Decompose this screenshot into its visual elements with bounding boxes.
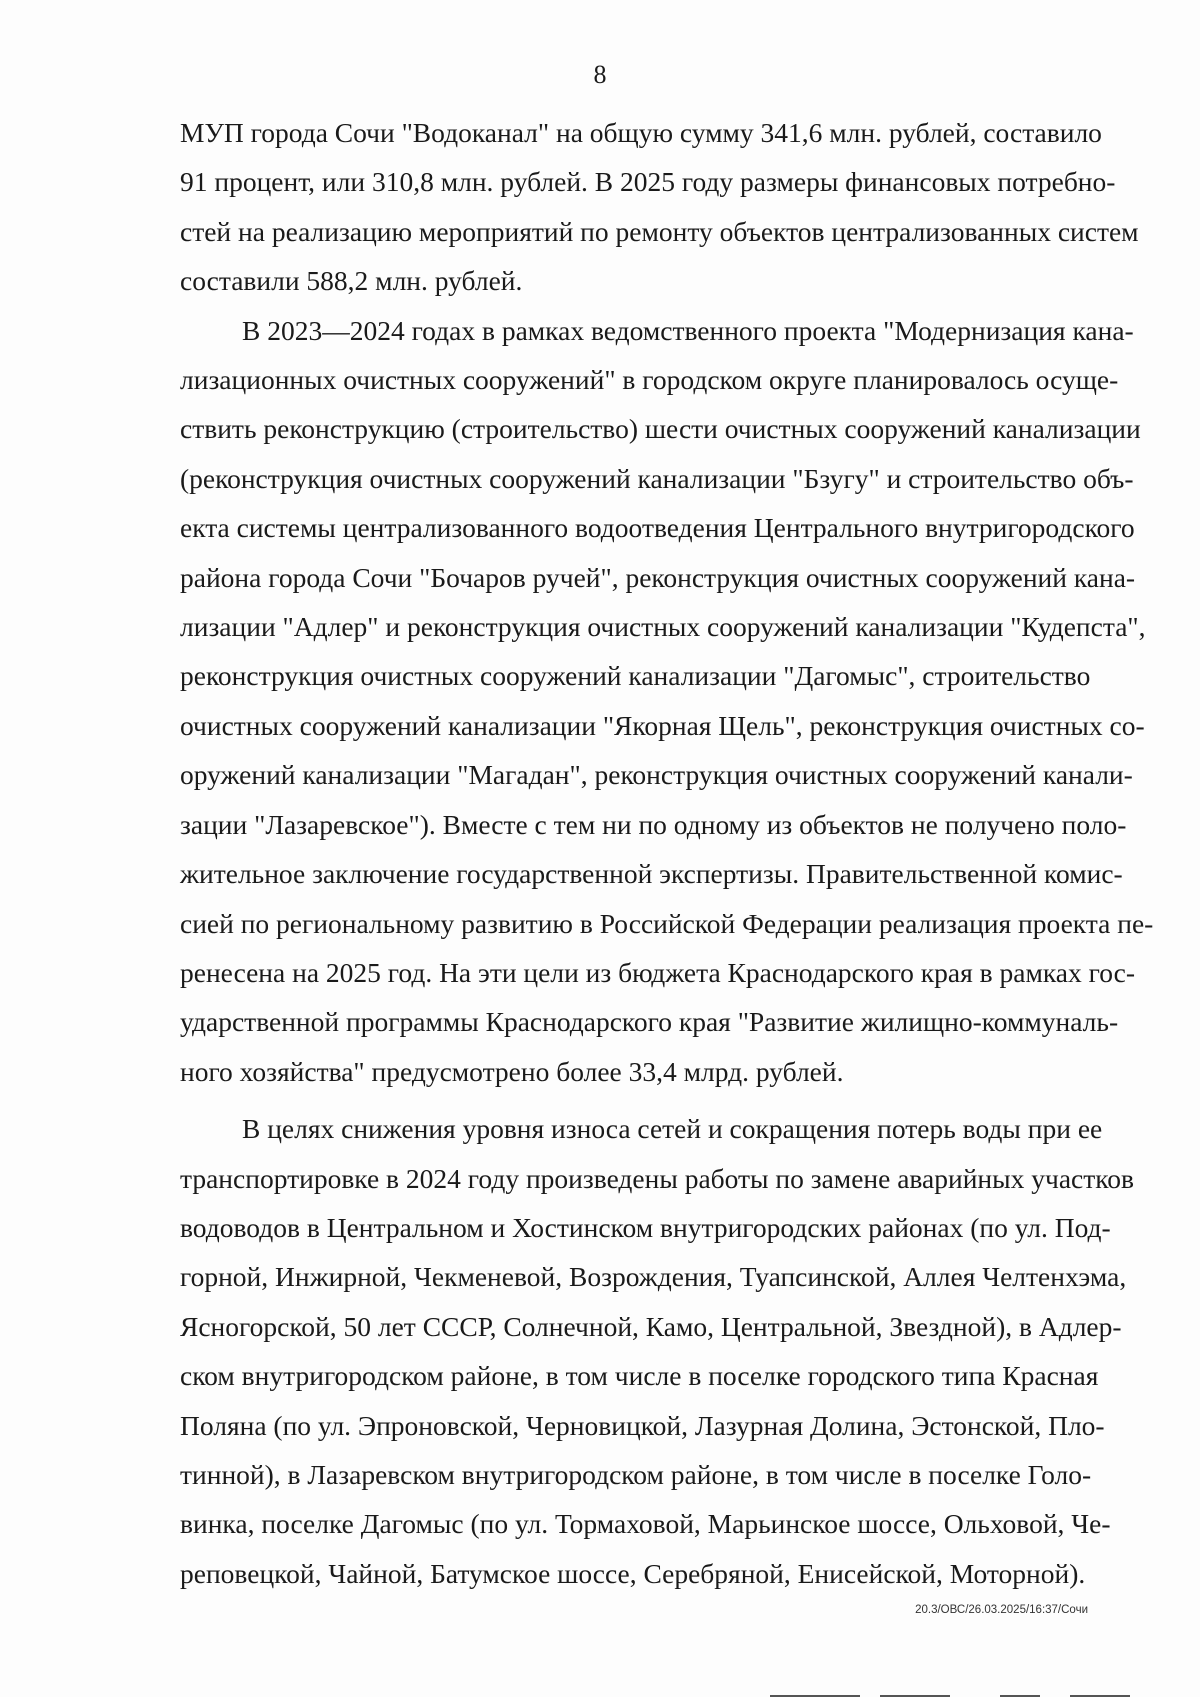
text-line: сией по региональному развитию в Российской Федерации реализация проекта пе- [180,907,1154,939]
text-line: тинной), в Лазаревском внутригородском районе, в том числе в поселке Голо- [180,1458,1092,1490]
text-line: ствить реконструкцию (строительство) шести очистных сооружений канализации [180,413,1141,445]
page-number: 8 [593,60,607,89]
text-line: В целях снижения уровня износа сетей и сокращения потерь воды при ее [242,1113,1103,1145]
text-line: составили 588,2 млн. рублей. [180,265,523,297]
body-text [180,108,1154,1598]
text-line: очистных сооружений канализации "Якорная Щель", реконструкция очистных со- [180,709,1145,741]
text-line: В 2023—2024 годах в рамках ведомственного проекта "Модернизация кана- [242,314,1134,346]
text-line: лизации "Адлер" и реконструкция очистных сооружений канализации "Кудепста", [180,611,1146,643]
text-line: лизационных очистных сооружений" в городском округе планировалось осуще- [180,364,1119,396]
text-line: района города Сочи "Бочаров ручей", реконструкция очистных сооружений кана- [180,561,1136,593]
text-line: винка, поселке Дагомыс (по ул. Тормаховой, Марьинское шоссе, Ольховой, Че- [180,1508,1111,1540]
text-line: Ясногорской, 50 лет СССР, Солнечной, Камо, Центральной, Звездной), в Адлер- [180,1310,1122,1342]
text-line: реповецкой, Чайной, Батумское шоссе, Серебряной, Енисейской, Моторной). [180,1557,1086,1589]
text-line: реконструкция очистных сооружений канализации "Дагомыс", строительство [180,660,1091,692]
text-line: горной, Инжирной, Чекменевой, Возрождения, Туапсинской, Аллея Челтенхэма, [180,1261,1127,1293]
text-line: транспортировке в 2024 году произведены работы по замене аварийных участков [180,1162,1134,1194]
text-line: водоводов в Центральном и Хостинском внутригородских районах (по ул. Под- [180,1211,1111,1243]
scan-edge-marks [0,1691,1200,1697]
text-line: ском внутригородском районе, в том числе в поселке городского типа Красная [180,1360,1099,1392]
text-line: жительное заключение государственной экспертизы. Правительственной комис- [180,858,1123,890]
text-line: ренесена на 2025 год. На эти цели из бюджета Краснодарского края в рамках гос- [180,956,1136,988]
text-line: ударственной программы Краснодарского края "Развитие жилищно-коммуналь- [180,1006,1119,1038]
text-line: (реконструкция очистных сооружений канализации "Бзугу" и строительство объ- [180,462,1134,494]
text-line: зации "Лазаревское"). Вместе с тем ни по одному из объектов не получено поло- [180,808,1127,840]
paragraph-3 [180,1104,1134,1598]
paragraph-2 [180,306,1154,1097]
text-line: стей на реализацию мероприятий по ремонту объектов централизованных систем [180,215,1139,247]
text-line: оружений канализации "Магадан", реконструкция очистных сооружений канали- [180,759,1133,791]
paragraph-1 [180,108,1139,306]
text-line: екта системы централизованного водоотведения Центрального внутригородского [180,512,1135,544]
document-registration-code: 20.3/ОВС/26.03.2025/16:37/Сочи [915,1604,1088,1616]
text-line: Поляна (по ул. Эпроновской, Черновицкой, Лазурная Долина, Эстонской, Пло- [180,1409,1105,1441]
text-line: 91 процент, или 310,8 млн. рублей. В 2025 году размеры финансовых потребно- [180,166,1116,198]
text-line: МУП города Сочи "Водоканал" на общую сумму 341,6 млн. рублей, составило [180,117,1102,148]
text-line: ного хозяйства" предусмотрено более 33,4 млрд. рублей. [180,1055,844,1087]
paragraph-gap [180,1096,1040,1104]
